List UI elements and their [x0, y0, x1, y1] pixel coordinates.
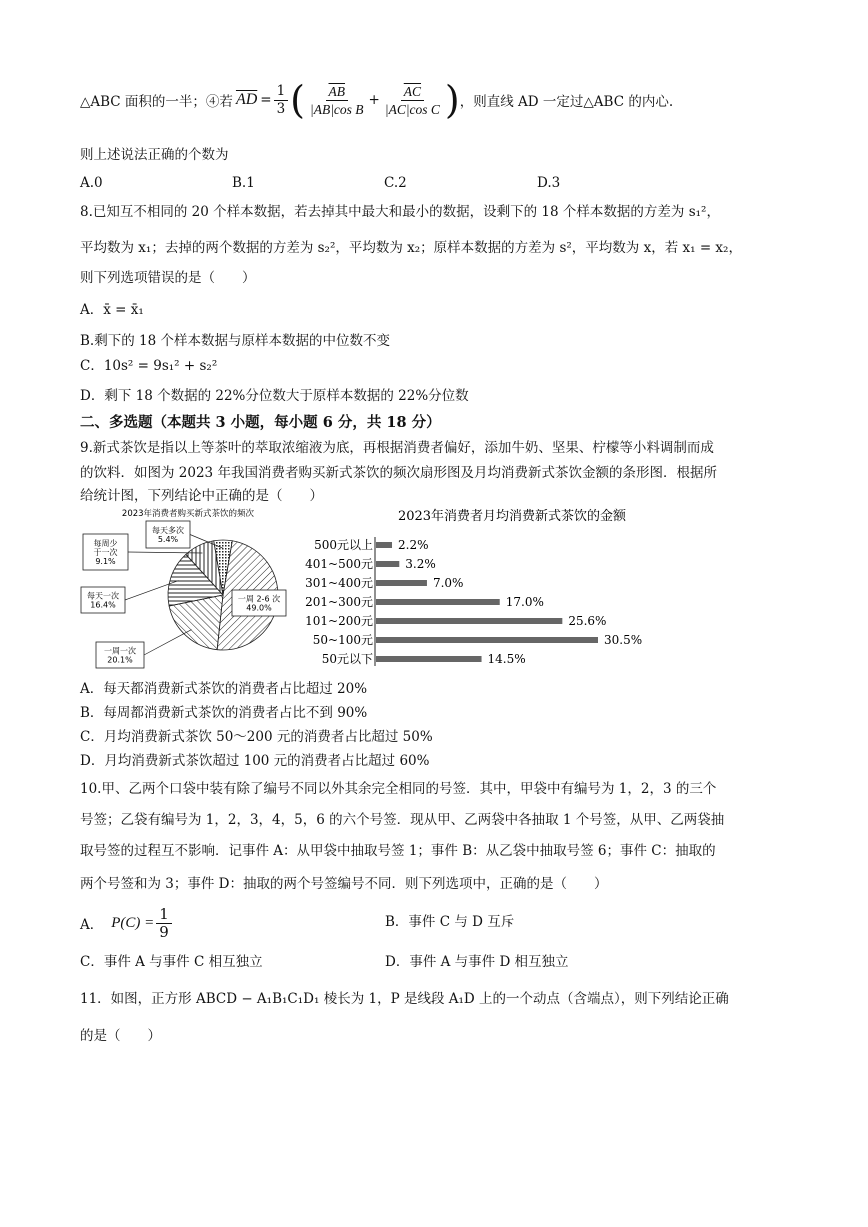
bar — [376, 618, 562, 624]
left-paren: ( — [290, 78, 305, 122]
q10-line3: 取号签的过程互不影响．记事件 A：从甲袋中抽取号签 1；事件 B：从乙袋中抽取号签 6；事件 C：抽取的 — [80, 843, 716, 859]
plus: + — [368, 92, 380, 108]
bar-group — [305, 537, 642, 666]
pie-title: 2023年消费者购买新式茶饮的频次 — [121, 509, 255, 519]
pie-label-text: 20.1% — [107, 655, 133, 665]
frequency-pie-chart — [78, 503, 298, 673]
bar-value-label: 25.6% — [568, 614, 607, 628]
q7-line1-suffix: ，则直线 AD 一定过△ABC 的内心. — [459, 94, 674, 110]
bar — [376, 656, 482, 662]
bar — [376, 580, 427, 586]
q9-option-b: B．每周都消费新式茶饮的消费者占比不到 90% — [80, 705, 368, 721]
q7-option-a: A.0 — [80, 175, 103, 191]
q8-option-c: C．10s² = 9s₁² + s₂² — [80, 358, 218, 374]
q8-option-d: D．剩下 18 个数据的 22%分位数大于原样本数据的 22%分位数 — [80, 388, 469, 404]
q7-option-d: D.3 — [537, 175, 561, 191]
bar-value-label: 7.0% — [432, 576, 464, 590]
bar-category-label: 50~100元 — [312, 633, 373, 647]
bar-category-label: 401~500元 — [305, 557, 373, 571]
bar — [376, 561, 399, 567]
equals: = — [260, 92, 272, 108]
q10-line2: 号签；乙袋有编号为 1，2，3，4，5，6 的六个号签．现从甲、乙两袋中各抽取 1 个号签，从甲、乙两袋抽 — [80, 812, 725, 828]
q10-option-a: A． P(C) = $\frac{1}{9}$ — [80, 900, 174, 946]
right-paren: ) — [444, 78, 460, 122]
q10-option-c: C．事件 A 与事件 C 相互独立 — [80, 954, 263, 970]
q10-option-b: B．事件 C 与 D 互斥 — [385, 914, 515, 930]
pie-label-text: 每周少 — [93, 539, 118, 548]
one-third-fraction: $\frac{1}{3}$ — [274, 83, 289, 118]
pie-label-text: 每天多次 — [152, 526, 184, 535]
bar — [376, 542, 392, 548]
pie-label-text: 一周一次 — [104, 646, 136, 656]
bar-value-label: 17.0% — [505, 595, 544, 609]
bar-category-label: 201~300元 — [305, 595, 373, 609]
pie-label-text: 9.1% — [95, 557, 116, 566]
pie-label-text: 49.0% — [246, 603, 272, 613]
q10-option-d: D．事件 A 与事件 D 相互独立 — [385, 954, 569, 970]
bar-category-label: 301~400元 — [305, 576, 373, 590]
q8-line3: 则下列选项错误的是（ ） — [80, 270, 256, 286]
section-heading: 二、多选题（本题共 3 小题，每小题 6 分，共 18 分） — [80, 414, 441, 431]
q9-option-a: A．每天都消费新式茶饮的消费者占比超过 20% — [80, 681, 368, 697]
q9-option-c: C．月均消费新式茶饮 50～200 元的消费者占比超过 50% — [80, 729, 433, 745]
bar-value-label: 14.5% — [487, 652, 526, 666]
q8-line1: 8.已知互不相同的 20 个样本数据，若去掉其中最大和最小的数据，设剩下的 18 个样本数据的方差为 s₁²， — [80, 204, 720, 220]
q7-option-c: C.2 — [384, 175, 407, 191]
bar-title: 2023年消费者月均消费新式茶饮的金额 — [397, 509, 627, 524]
q7-option-b: B.1 — [232, 175, 255, 191]
q7-formula-line — [80, 78, 673, 122]
q8-option-a: A．x̄ = x̄₁ — [80, 302, 144, 318]
bar-category-label: 500元以上 — [314, 538, 373, 552]
q10-line4: 两个号签和为 3；事件 D：抽取的两个号签编号不同．则下列选项中，正确的是（ ） — [80, 876, 608, 892]
bar-category-label: 101~200元 — [305, 614, 373, 628]
q7-line2: 则上述说法正确的个数为 — [80, 147, 229, 163]
ab-fraction: $\frac{\overline{AB}}{\text{|AB|cos B}}$ — [310, 83, 364, 117]
q9-line2: 的饮料．如图为 2023 年我国消费者购买新式茶饮的频次扇形图及月均消费新式茶饮金额的条形图．根据所 — [80, 465, 717, 481]
q10-line1: 10.甲、乙两个口袋中装有除了编号不同以外其余完全相同的号签．其中，甲袋中有编号为 1，2，3 的三个 — [80, 781, 717, 797]
q7-line1-prefix: △ABC 面积的一半；④若 — [80, 94, 233, 110]
pie-label-text: 5.4% — [157, 535, 179, 544]
q9-line3: 给统计图，下列结论中正确的是（ ） — [80, 488, 323, 504]
q11-line1: 11．如图，正方形 ABCD − A₁B₁C₁D₁ 棱长为 1，P 是线段 A₁D 上的一个动点（含端点），则下列结论正确 — [80, 991, 729, 1007]
spending-bar-chart — [296, 503, 696, 675]
q9-option-d: D．月均消费新式茶饮超过 100 元的消费者占比超过 60% — [80, 753, 430, 769]
pie-label-text: 16.4% — [90, 600, 116, 610]
bar-value-label: 3.2% — [405, 557, 436, 571]
ac-fraction: $\frac{\overline{AC}}{\text{|AC|cos C}}$ — [384, 83, 440, 117]
ad-vector: $\overline{AD}$ — [235, 91, 258, 108]
bar-value-label: 2.2% — [398, 538, 429, 552]
pie-label-text: 一周 2-6 次 — [237, 594, 281, 604]
bar-value-label: 30.5% — [604, 633, 643, 647]
q11-line2: 的是（ ） — [80, 1028, 161, 1044]
bar-category-label: 50元以下 — [321, 652, 373, 666]
bar — [376, 637, 598, 643]
pie-leader-line — [144, 630, 192, 655]
pie-label-text: 于一次 — [93, 548, 118, 557]
q8-line2: 平均数为 x₁；去掉的两个数据的方差为 s₂²，平均数为 x₂；原样本数据的方差为 s²，平均数为 x，若 x₁ = x₂， — [80, 240, 742, 256]
q9-line1: 9.新式茶饮是指以上等茶叶的萃取浓缩液为底，再根据消费者偏好，添加牛奶、坚果、柠檬等小料调制而成 — [80, 440, 714, 456]
q8-option-b: B.剩下的 18 个样本数据与原样本数据的中位数不变 — [80, 333, 390, 349]
bar — [376, 599, 500, 605]
pie-label-text: 每天一次 — [87, 591, 119, 601]
